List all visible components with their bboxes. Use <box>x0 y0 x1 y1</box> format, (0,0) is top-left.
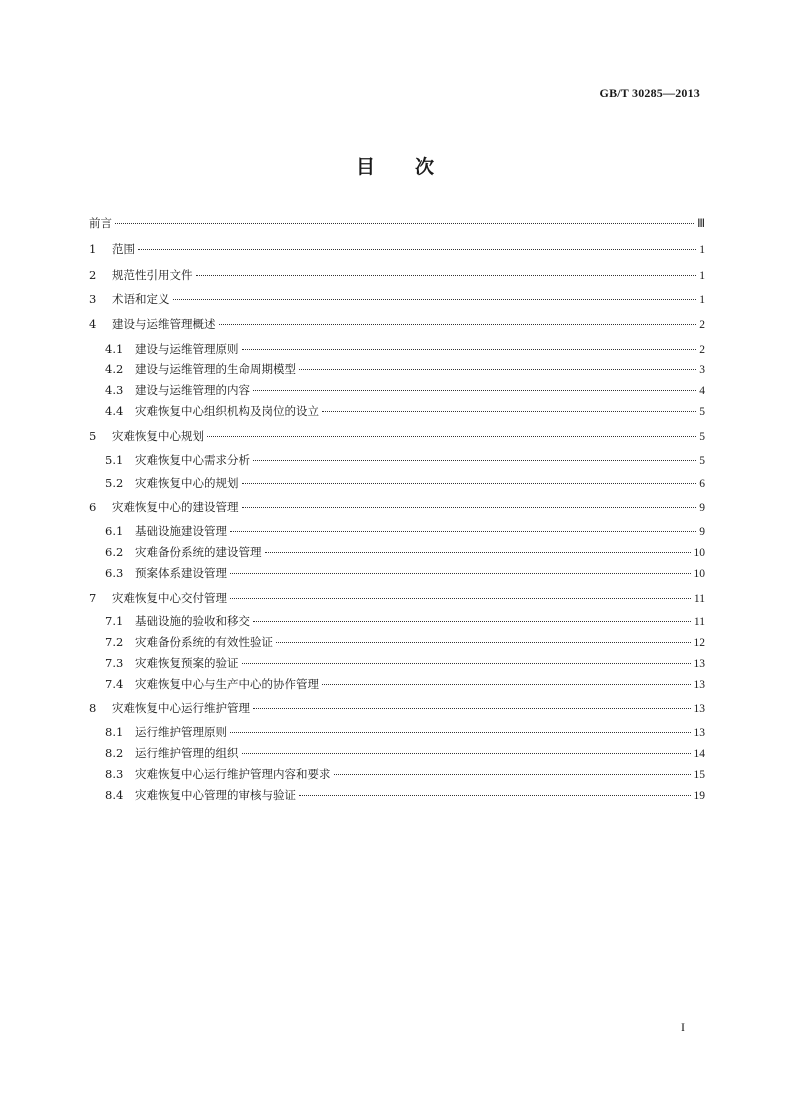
toc-entry-number: 1 <box>89 242 97 256</box>
toc-entry-number: 4.1 <box>105 342 124 356</box>
toc-entry[interactable] <box>89 268 705 283</box>
toc-dot-leader <box>276 642 691 643</box>
toc-entry-label: 灾难恢复中心需求分析 <box>135 453 250 467</box>
toc-entry[interactable] <box>89 746 705 761</box>
toc-entry-label: 运行维护管理原则 <box>135 725 227 739</box>
toc-dot-leader <box>196 275 697 276</box>
toc-entry-page: 1 <box>699 270 705 282</box>
title-part-2: 次 <box>415 156 437 178</box>
toc-entry-label: 基础设施建设管理 <box>135 524 227 538</box>
toc-entry-page: 5 <box>699 431 705 443</box>
toc-dot-leader <box>138 249 696 250</box>
toc-entry-label: 规范性引用文件 <box>112 268 193 282</box>
toc-entry-page: 5 <box>699 406 705 418</box>
toc-entry-label: 灾难恢复中心的规划 <box>135 476 239 490</box>
toc-entry-number: 4 <box>89 317 97 331</box>
toc-entry-number: 6.2 <box>105 545 124 559</box>
toc-entry-label: 前言 <box>89 216 112 230</box>
toc-entry-number: 4.2 <box>105 362 124 376</box>
toc-entry-number: 2 <box>89 268 97 282</box>
toc-dot-leader <box>230 573 691 574</box>
toc-entry-page: 11 <box>693 616 705 628</box>
toc-dot-leader <box>219 324 697 325</box>
toc-entry-number: 8.2 <box>105 746 124 760</box>
toc-entry[interactable] <box>89 656 705 671</box>
toc-entry-number: 8 <box>89 701 97 715</box>
toc-dot-leader <box>242 483 697 484</box>
toc-entry-page: 1 <box>699 244 705 256</box>
toc-entry-page: 11 <box>693 593 705 605</box>
toc-entry[interactable] <box>89 524 705 539</box>
toc-entry[interactable] <box>89 545 705 560</box>
toc-entry[interactable] <box>89 429 705 444</box>
toc-entry-number: 3 <box>89 292 97 306</box>
toc-entry-label: 灾难恢复中心交付管理 <box>112 591 227 605</box>
toc-dot-leader <box>253 621 691 622</box>
toc-entry[interactable] <box>89 362 705 377</box>
toc-entry-number: 5 <box>89 429 97 443</box>
toc-entry-number: 8.3 <box>105 767 124 781</box>
toc-entry-number: 5.2 <box>105 476 124 490</box>
toc-entry-number: 4.3 <box>105 383 124 397</box>
toc-entry[interactable] <box>89 317 705 332</box>
toc-entry-page: 4 <box>699 385 705 397</box>
toc-entry-label: 运行维护管理的组织 <box>135 746 239 760</box>
standard-number: GB/T 30285—2013 <box>599 86 700 100</box>
toc-dot-leader <box>334 774 691 775</box>
toc-entry-number: 4.4 <box>105 404 124 418</box>
toc-entry-number: 7.2 <box>105 635 124 649</box>
toc-entry-label: 灾难备份系统的有效性验证 <box>135 635 273 649</box>
toc-entry-page: 12 <box>693 637 705 649</box>
toc-entry-label: 灾难备份系统的建设管理 <box>135 545 262 559</box>
toc-entry[interactable] <box>89 500 705 515</box>
toc-entry-page: 5 <box>699 455 705 467</box>
toc-entry-page: 2 <box>699 319 705 331</box>
toc-entry[interactable] <box>89 383 705 398</box>
toc-entry-number: 7.4 <box>105 677 124 691</box>
toc-entry[interactable] <box>89 591 705 606</box>
toc-entry-number: 8.1 <box>105 725 124 739</box>
toc-entry[interactable] <box>89 725 705 740</box>
toc-entry[interactable] <box>89 635 705 650</box>
toc-entry-page: 6 <box>699 478 705 490</box>
toc-entry-number: 6.3 <box>105 566 124 580</box>
toc-dot-leader <box>230 732 691 733</box>
toc-entry-number: 6 <box>89 500 97 514</box>
toc-entry[interactable] <box>89 292 705 307</box>
toc-entry-label: 灾难恢复中心组织机构及岗位的设立 <box>135 404 319 418</box>
toc-dot-leader <box>242 663 691 664</box>
toc-entry-number: 8.4 <box>105 788 124 802</box>
toc-entry[interactable] <box>89 614 705 629</box>
toc-entry-label: 术语和定义 <box>112 292 170 306</box>
toc-entry-page: 10 <box>693 547 705 559</box>
toc-entry[interactable] <box>89 701 705 716</box>
toc-entry[interactable] <box>89 453 705 468</box>
toc-entry-page: 13 <box>693 658 705 670</box>
toc-entry-label: 基础设施的验收和移交 <box>135 614 250 628</box>
toc-entry[interactable] <box>89 404 705 419</box>
toc-dot-leader <box>265 552 691 553</box>
toc-entry-page: 13 <box>693 727 705 739</box>
toc-entry-label: 灾难恢复中心与生产中心的协作管理 <box>135 677 319 691</box>
toc-dot-leader <box>173 299 697 300</box>
toc-dot-leader <box>299 369 696 370</box>
toc-entry-page: 15 <box>693 769 705 781</box>
toc-entry[interactable] <box>89 677 705 692</box>
toc-entry-label: 灾难恢复预案的验证 <box>135 656 239 670</box>
toc-dot-leader <box>207 436 696 437</box>
toc-entry-page: 9 <box>699 502 705 514</box>
toc-entry-page: Ⅲ <box>697 218 705 230</box>
toc-dot-leader <box>230 531 696 532</box>
toc-entry-number: 7.3 <box>105 656 124 670</box>
toc-dot-leader <box>242 753 691 754</box>
toc-entry-label: 灾难恢复中心运行维护管理 <box>112 701 250 715</box>
toc-entry-page: 2 <box>699 344 705 356</box>
toc-dot-leader <box>322 684 691 685</box>
toc-entry-number: 6.1 <box>105 524 124 538</box>
toc-dot-leader <box>299 795 691 796</box>
toc-entry-page: 3 <box>699 364 705 376</box>
toc-entry-page: 19 <box>693 790 705 802</box>
toc-entry-page: 13 <box>693 703 705 715</box>
toc-entry-label: 灾难恢复中心的建设管理 <box>112 500 239 514</box>
toc-entry-page: 10 <box>693 568 705 580</box>
toc-dot-leader <box>230 598 691 599</box>
title-part-1: 目 <box>355 156 377 178</box>
toc-dot-leader <box>242 349 697 350</box>
toc-entry[interactable] <box>89 242 705 257</box>
toc-entry-number: 7 <box>89 591 97 605</box>
toc-entry-label: 灾难恢复中心规划 <box>112 429 204 443</box>
page-title <box>0 152 792 179</box>
toc-entry-label: 预案体系建设管理 <box>135 566 227 580</box>
toc-entry-label: 灾难恢复中心运行维护管理内容和要求 <box>135 767 331 781</box>
toc-dot-leader <box>253 460 696 461</box>
page-folio: I <box>681 1020 685 1034</box>
toc-dot-leader <box>242 507 697 508</box>
toc-dot-leader <box>253 708 691 709</box>
toc-dot-leader <box>115 223 694 224</box>
toc-entry-page: 1 <box>699 294 705 306</box>
toc-dot-leader <box>253 390 696 391</box>
toc-entry-label: 建设与运维管理原则 <box>135 342 239 356</box>
toc-entry-number: 7.1 <box>105 614 124 628</box>
toc-entry[interactable] <box>89 476 705 491</box>
toc-entry-label: 灾难恢复中心管理的审核与验证 <box>135 788 296 802</box>
toc-dot-leader <box>322 411 696 412</box>
toc-entry-label: 建设与运维管理的内容 <box>135 383 250 397</box>
toc-entry-page: 14 <box>693 748 705 760</box>
toc-entry-label: 建设与运维管理概述 <box>112 317 216 331</box>
toc-entry[interactable] <box>89 216 705 231</box>
toc-entry[interactable] <box>89 767 705 782</box>
toc-entry[interactable] <box>89 566 705 581</box>
toc-entry-page: 9 <box>699 526 705 538</box>
toc-entry[interactable] <box>89 342 705 357</box>
toc-entry-label: 范围 <box>112 242 135 256</box>
toc-entry-number: 5.1 <box>105 453 124 467</box>
toc-entry[interactable] <box>89 788 705 803</box>
toc-entry-label: 建设与运维管理的生命周期模型 <box>135 362 296 376</box>
toc-entry-page: 13 <box>693 679 705 691</box>
